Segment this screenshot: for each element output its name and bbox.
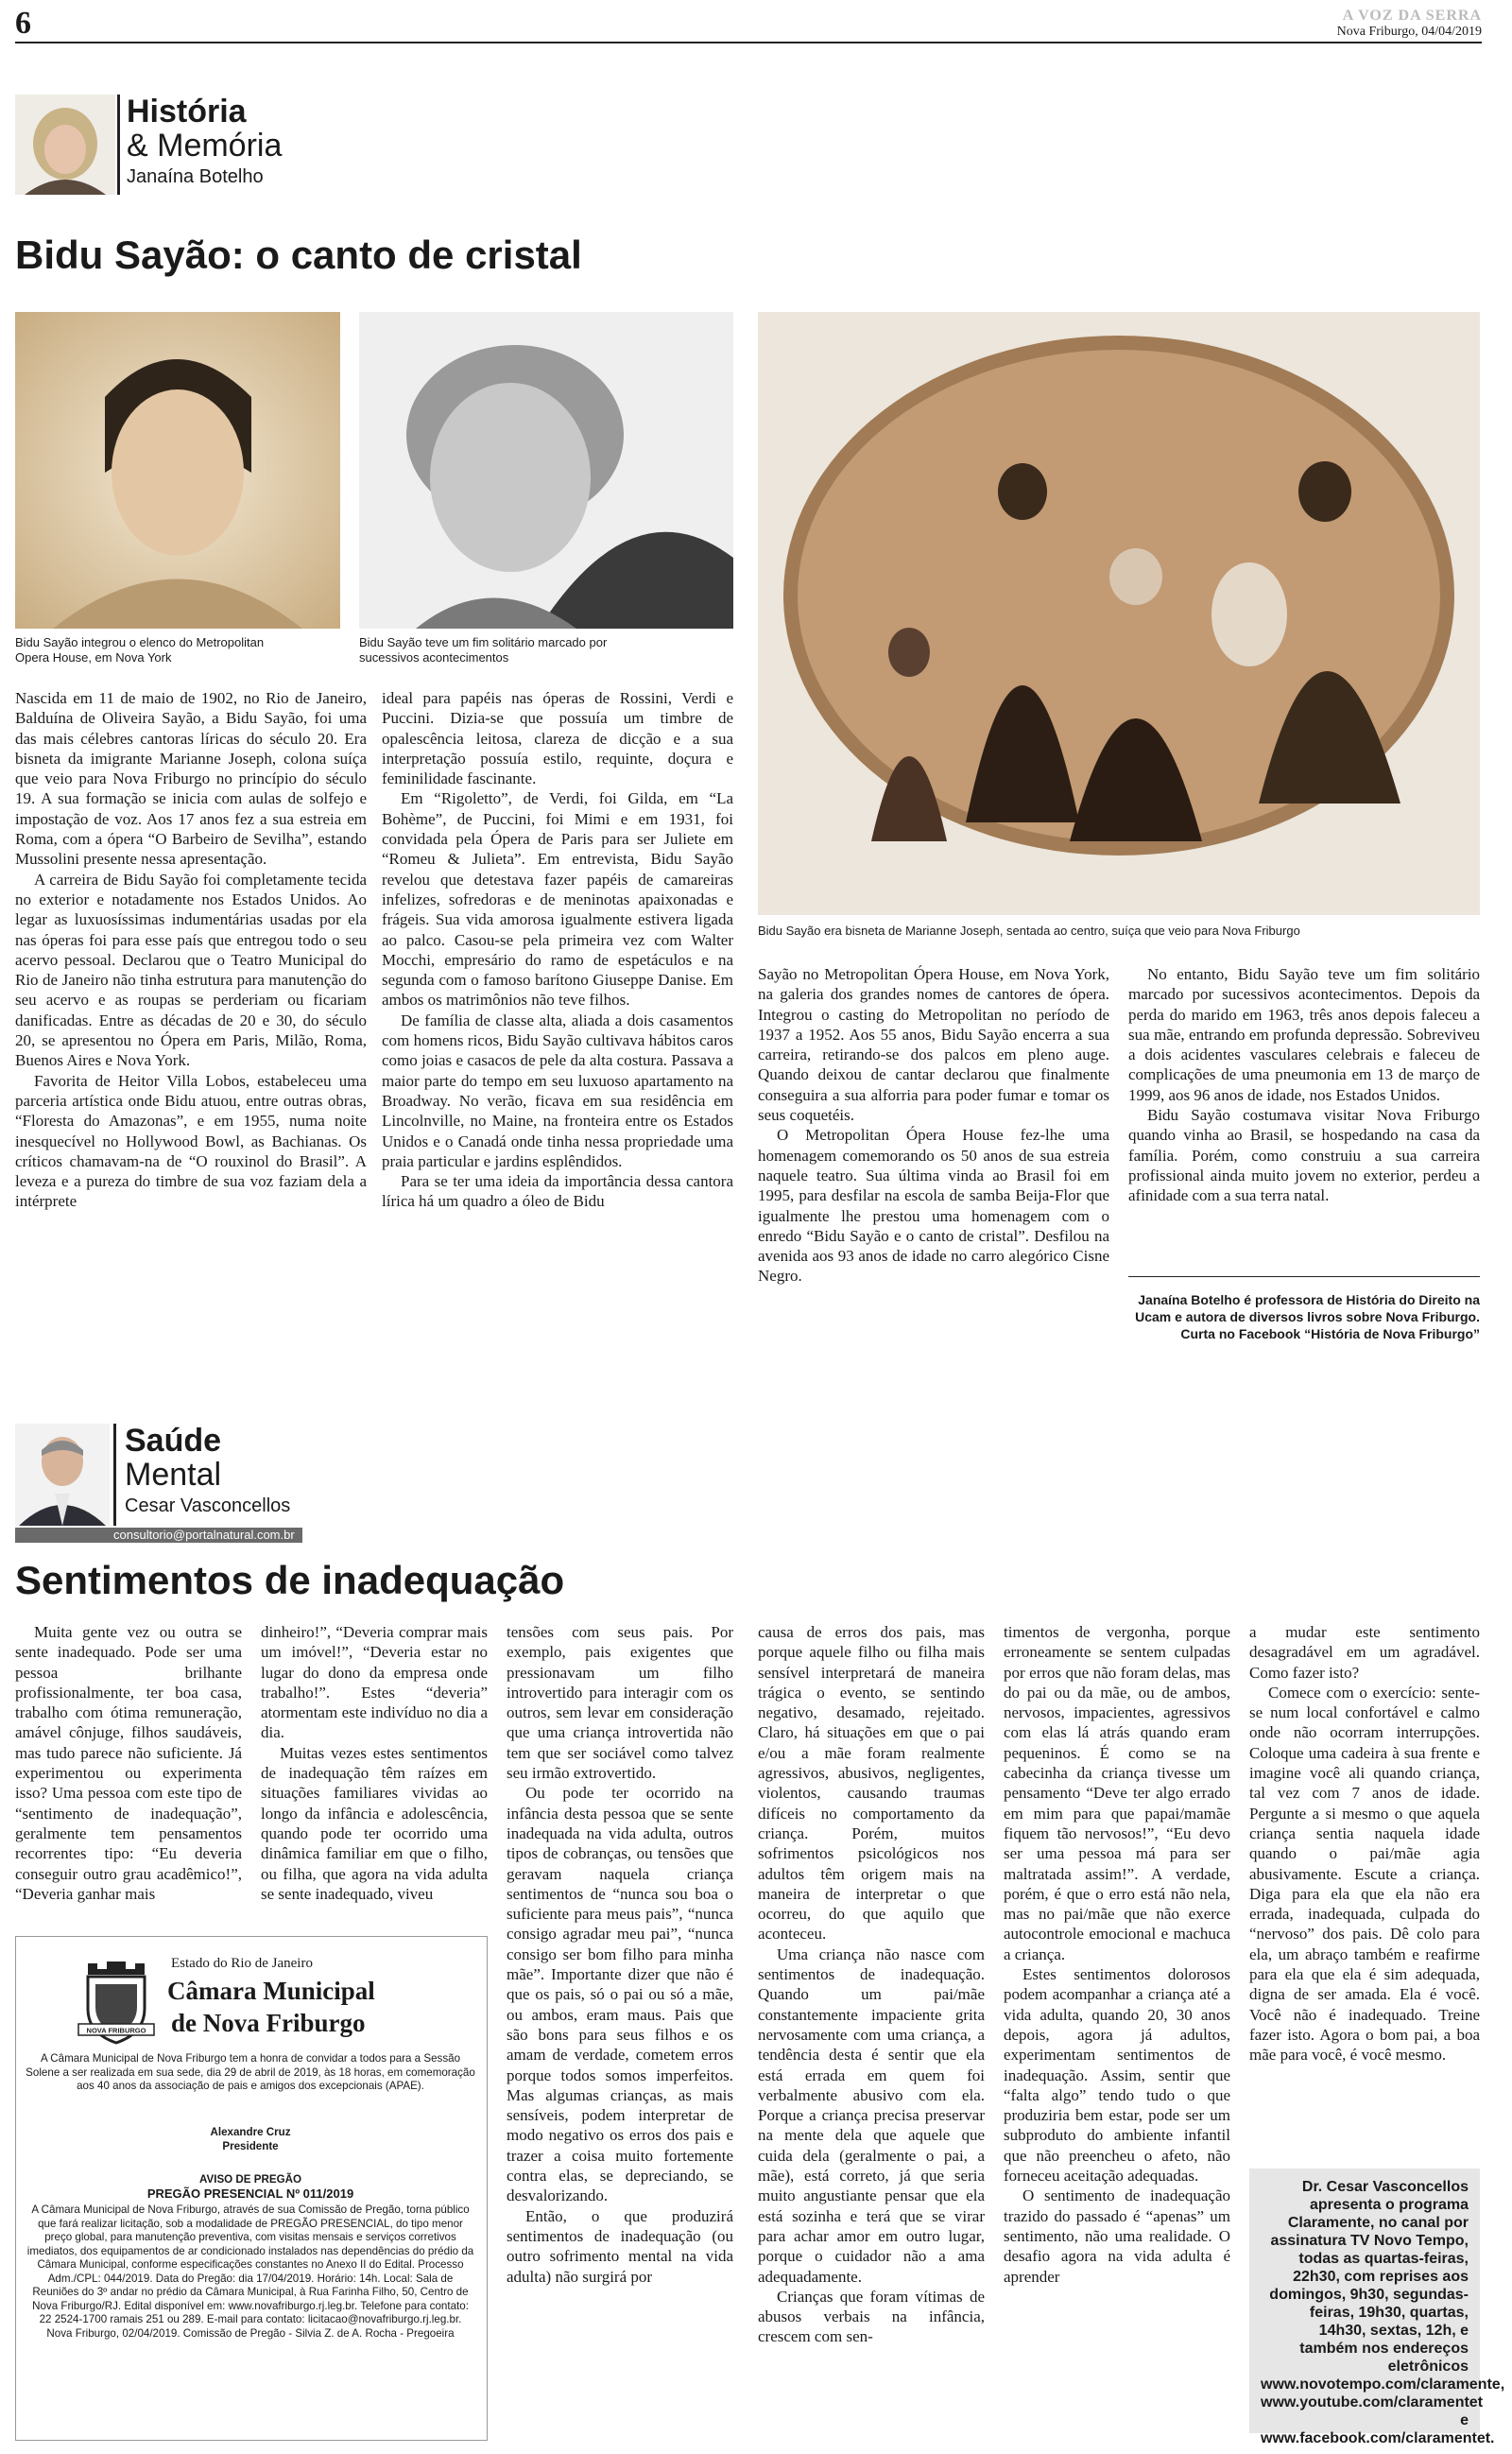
program-promo-box: Dr. Cesar Vasconcellos apresenta o programa Claramente, no canal por assinatura TV Novo Tempo, todas as quartas-feiras, 22h30, com reprises aos domingos, 9h30, segundas-feiras, 19h30, quartas, 14h30, sextas, 12h, e também nos endereços eletrônicos www.novotempo.com/claramente, www.youtube.com/claramentet e www.facebook.com/claramentet. [1249, 2169, 1480, 2433]
bio-rule [1128, 1276, 1480, 1277]
section-title-line1: História [127, 94, 247, 130]
article2-column3 [507, 1622, 733, 2287]
paragraph: timentos de vergonha, porque erroneamente se sentem culpadas por erros que não foram delas, mas do pai ou da mãe, ou de ambos, nervosos, impacientes, agressivos com elas lá atrás quando eram pequeninos. É como se na cabecinha da criança tivesse um pensamento “Deve ter algo errado em mim para que papai/mamãe fiquem tão nervosos!”, “Eu devo ser uma pessoa má para ser maltratada assim!”. A verdade, porém, é que o erro está não nela, mas no pai/mãe que não exerce autocontrole emocional e machuca a criança. [1004, 1623, 1230, 1963]
ad-signer-title: Presidente [222, 2139, 279, 2152]
section-title-line2: & Memória [127, 128, 283, 164]
section-title [125, 1424, 290, 1517]
seal-banner-text: NOVA FRIBURGO [86, 2026, 146, 2035]
article1-column2 [382, 688, 733, 1212]
paragraph: Para se ter uma ideia da importância dessa cantora lírica há um quadro a óleo de Bidu [382, 1172, 733, 1211]
ad-state: Estado do Rio de Janeiro [171, 1956, 313, 1971]
author-email: consultorio@portalnatural.com.br [113, 1528, 295, 1542]
paragraph: Sayão no Metropolitan Ópera House, em Nova York, na galeria dos grandes nomes de cantores de ópera. Integrou o casting do Metropolitan no período de 1937 a 1952. Aos 55 anos, Bidu Sayão encerra a sua carreira, retirando-se dos palcos em pleno auge. Quando deixou de cantar declarou que finalmente conseguira a sua alforria para poder fumar e tomar os seus coquetéis. [758, 965, 1109, 1125]
municipal-seal-icon [75, 1954, 158, 2048]
legal-notice-ad [15, 1936, 488, 2441]
paragraph: Muita gente vez ou outra se sente inadequado. Pode ser uma pessoa brilhante profissionalmente, ter boa casa, trabalho com ótima remuneração, amável cônjuge, filhos saudáveis, mas tudo parece não suficiente. Já experimentou ou experimenta isso? Uma pessoa com este tipo de “sentimento de inadequação”, geralmente tem pensamentos recorrentes tipo: “Eu deveria conseguir outro grau acadêmico!”, “Deveria ganhar mais [15, 1623, 242, 1903]
page-number: 6 [15, 6, 31, 41]
section-title-bar [113, 1424, 116, 1526]
paragraph: O Metropolitan Ópera House fez-lhe uma homenagem comemorando os 50 anos de sua estreia naquele teatro. Sua última vinda ao Brasil foi em 1995, para desfilar na escola de samba Beija-Flor que igualmente lhe prestou uma homenagem com o enredo “Bidu Sayão e o canto de cristal”. Desfilou na avenida aos 93 anos de idade no carro alegórico Cisne Negro. [758, 1126, 1109, 1286]
photo-family-portrait [758, 312, 1480, 915]
caption-photo2: Bidu Sayão teve um fim solitário marcado por sucessivos acontecimentos [359, 635, 608, 665]
section-title-bar [117, 95, 120, 195]
caption-photo1: Bidu Sayão integrou o elenco do Metropolitan Opera House, em Nova York [15, 635, 265, 665]
article1-column1 [15, 688, 367, 1212]
paragraph: Comece com o exercício: sente-se num local confortável e calmo onde não ocorram interrupções. Coloque uma cadeira à sua frente e imagine você ali quando criança, tal vez com 7 anos de idade. Pergunte a si mesmo o que aquela criança sentia naquela idade quando o pai/mãe agia abusivamente. Escute a criança. Diga para ela que ela não era errada, inadequada, culpada do “nervoso” dos pais. Dê colo para ela, um abraço também e reafirme para ela que ela é sim adequada, digna de ser amada. Ela é você. Você não é inadequado. Treine fazer isto. Agora o bom pai, a boa mãe para você, é você mesmo. [1249, 1683, 1480, 2065]
article-headline: Sentimentos de inadequação [15, 1558, 565, 1602]
ad-org-line1: Câmara Municipal [167, 1977, 375, 2005]
paragraph: ideal para papéis nas óperas de Rossini, Verdi e Puccini. Dizia-se que possuía um timbre de opalescência leitosa, clareza de dicção e a sua interpretação possuía estilo, requinte, doçura e feminilidade fascinante. [382, 689, 733, 788]
header-rule [15, 42, 1482, 43]
paragraph: Uma criança não nasce com sentimentos de inadequação. Quando um pai/mãe constantemente impaciente grita nervosamente com uma criança, a tendência desta é sentir que ela está errada em quem foi verbalmente abusivo com ela. Porque a criança precisa preservar na mente dela que aquele que cuida dela (geralmente o pai, a mãe), está correto, já que seria muito angustiante pensar que ela está sozinha e terá que se virar para achar amor em outro lugar, porque o cuidador não a ama adequadamente. [758, 1944, 985, 2286]
ad-org-name [167, 1975, 375, 2039]
paragraph: Em “Rigoletto”, de Verdi, foi Gilda, em “La Bohème”, de Puccini, foi Mimi e em 1931, foi convidada pela Ópera de Paris para ser Juliete em “Romeu & Julieta”. Em entrevista, Bidu Sayão revelou que detestava fazer papéis de camareiras infelizes, sofredoras e de meninotas apaixonadas e frágeis. Sua vida amorosa igualmente estivera ligada ao palco. Casou-se pela primeira vez com Walter Mocchi, empresário do ramo de espetáculos e na segunda com o famoso barítono Giuseppe Danise. Em ambos os matrimônios não teve filhos. [382, 789, 733, 1010]
section-title-line2: Mental [125, 1457, 222, 1493]
paragraph: Bidu Sayão costumava visitar Nova Friburgo quando vinha ao Brasil, se hospedando na casa da família. Porém, como construiu a sua carreira profissional ainda muito jovem no exterior, perdeu a afinidade com a sua terra natal. [1128, 1106, 1480, 1205]
article2-column5 [1004, 1622, 1230, 2287]
paragraph: tensões com seus pais. Por exemplo, pais exigentes que pressionavam um filho introvertido para interagir com os outros, sem levar em consideração que uma criança introvertida não tem que ser sociável como talvez seu irmão extrovertido. [507, 1623, 733, 1783]
author-bio: Janaína Botelho é professora de História do Direito na Ucam e autora de diversos livros sobre Nova Friburgo. Curta no Facebook “História de Nova Friburgo” [1135, 1292, 1480, 1341]
paragraph: Ou pode ter ocorrido na infância desta pessoa que se sente inadequada na vida adulta, outros tipos de cobranças, ou tensões que geravam naquela criança sentimentos de “nunca sou boa o suficiente para meus pais”, “nunca consigo agradar meu pai”, “nunca consigo ser bom filho para minha mãe”. Importante dizer que não é que os pais, só o pai ou só a mãe, ou ambos, eram maus. Pais que são bons para seus filhos e os amam de verdade, cometem erros porque todos somos imperfeitos. Mas algumas crianças, as mais sensíveis, podem interpretar de modo negativo os erros dos pais e trazer a coisa muito fortemente contra elas, se depreciando, se desvalorizando. [507, 1784, 733, 2205]
article2-column1 [15, 1622, 242, 1904]
ad-signer [26, 2126, 475, 2153]
article1-column4 [1128, 964, 1480, 1206]
section-title [127, 95, 282, 188]
paragraph: Muitas vezes estes sentimentos de inadequação têm raízes em situações familiares vividas ao longo da infância e adolescência, quando pode ter ocorrido uma dinâmica familiar em que o filho, ou filha, que agora na vida adulta se sente inadequado, viveu [261, 1743, 488, 1903]
ad-notice-title: AVISO DE PREGÃO [198, 2173, 301, 2186]
article-headline: Bidu Sayão: o canto de cristal [15, 233, 582, 277]
author-photo-cesar [15, 1424, 110, 1526]
ad-invitation-text: A Câmara Municipal de Nova Friburgo tem a honra de convidar a todos para a Sessão Solene a ser realizada em sua sede, dia 29 de abril de 2019, às 18 horas, em comemoração aos 40 anos da associação de pais e amigos dos excepcionais (APAE). [26, 2052, 475, 2092]
paragraph: Nascida em 11 de maio de 1902, no Rio de Janeiro, Balduína de Oliveira Sayão, a Bidu Sayão, foi uma das mais célebres cantoras líricas do século 20. Era bisneta da imigrante Marianne Joseph, colona suíça que veio para Nova Friburgo no princípio do século 19. A sua formação se inicia com aulas de solfejo e impostação de voz. Aos 17 anos fez a sua estreia em Roma, com a ópera “O Barbeiro de Sevilha”, estando Mussolini presente nessa apresentação. [15, 689, 367, 869]
ad-notice-heading [26, 2173, 475, 2201]
photo-bidu-young [15, 312, 340, 629]
article2-column4 [758, 1622, 985, 2347]
paragraph: No entanto, Bidu Sayão teve um fim solitário marcado por sucessivos acontecimentos. Depois da perda do marido em 1963, três anos depois faleceu a sua mãe, entrando em profunda depressão. Sobreviveu a dois acidentes vasculares celebrais e faleceu de complicações de uma pneumonia em 13 de março de 1999, aos 96 anos de idade, nos Estados Unidos. [1128, 965, 1480, 1104]
author-photo [15, 95, 115, 195]
ad-org-line2: de Nova Friburgo [171, 2009, 366, 2037]
paragraph: a mudar este sentimento desagradável em um agradável. Como fazer isto? [1249, 1623, 1480, 1682]
paragraph: Então, o que produzirá sentimentos de inadequação (ou outro sofrimento mental na vida adulta) não surgirá por [507, 2206, 733, 2286]
photo-bidu-elder [359, 312, 733, 629]
section-title-line1: Saúde [125, 1423, 222, 1459]
masthead [1337, 8, 1482, 40]
article1-column3 [758, 964, 1109, 1287]
caption-photo3: Bidu Sayão era bisneta de Marianne Joseph, sentada ao centro, suíça que veio para Nova Friburgo [758, 924, 1300, 938]
paragraph: causa de erros dos pais, mas porque aquele filho ou filha mais sensível interpretará de maneira trágica o evento, se sentindo negativo, desamado, rejeitado. Claro, há situações em que o pai e/ou a mãe foram realmente agressivos, abusivos, negligentes, violentos, causando traumas difíceis no comportamento da criança. Porém, muitos sofrimentos psicológicos nos adultos têm origem mais na maneira de interpretar o que ocorreu, do que aquilo que aconteceu. [758, 1623, 985, 1944]
edition-date: Nova Friburgo, 04/04/2019 [1336, 25, 1482, 39]
publication-name: A VOZ DA SERRA [1342, 8, 1482, 24]
article2-column6 [1249, 1622, 1480, 2065]
ad-notice-subtitle: PREGÃO PRESENCIAL Nº 011/2019 [146, 2186, 354, 2201]
paragraph: Estes sentimentos dolorosos podem acompanhar a criança até a vida adulta, quando 20, 30 anos depois, agora já adultos, experimentam sentimentos de inadequação. Assim, sentir que “falta algo” tendo tudo o que produziria bem estar, pode ser um subproduto do ambiente infantil que não preencheu o afeto, não forneceu aceitação adequadas. [1004, 1965, 1230, 2186]
paragraph: A carreira de Bidu Sayão foi completamente tecida no exterior e notadamente nos Estados Unidos. Ao legar as luxuosíssimas indumentárias usadas por ela nas óperas foi para esse país que entregou todo o seu acervo pessoal. Declarou que o Teatro Municipal do Rio de Janeiro não tinha estrutura para manutenção do seu acervo e as roupas se perderiam ou ficariam danificadas. Entre as décadas de 20 e 30, do século 20, se apresentou no Ópera em Paris, Milão, Roma, Buenos Aires e Nova York. [15, 870, 367, 1070]
ad-notice-text: A Câmara Municipal de Nova Friburgo, através de sua Comissão de Pregão, torna público que fará realizar licitação, sob a modalidade de PREGÃO PRESENCIAL, do tipo menor preço global, para manutenção preventiva, com visitas mensais e serviços corretivos imediatos, dos equipamentos de ar condicionado instalados nas dependências do prédio da Câmara Municipal, conforme especificações constantes no Anexo II do Edital. Processo Adm./CPL: 044/2019. Data do Pregão: dia 17/04/2019. Horário: 14h. Local: Sala de Reuniões do 3º andar no prédio da Câmara Municipal, à Rua Farinha Filho, 50, Centro de Nova Friburgo/RJ. Edital disponível em: www.novafriburgo.rj.leg.br. Telefone para contato: 22 2524-1700 ramais 251 ou 289. E-mail para contato: licitacao@novafriburgo.rj.leg.br. Nova Friburgo, 02/04/2019. Comissão de Pregão - Silvia Z. de A. Rocha - Pregoeira [26, 2203, 474, 2340]
article2-column2 [261, 1622, 488, 1904]
paragraph: De família de classe alta, aliada a dois casamentos com homens ricos, Bidu Sayão cultivava hábitos caros como joias e casacos de pele da alta costura. Passava a maior parte do tempo em seu luxuoso apartamento na Broadway. No verão, ficava em sua residência em Lincolnville, no Maine, na fronteira entre os Estados Unidos e o Canadá onde tinha nessa propriedade uma praia particular e jardins esplêndidos. [382, 1011, 733, 1170]
column-author: Cesar Vasconcellos [125, 1495, 291, 1516]
paragraph: O sentimento de inadequação trazido do passado é “apenas” um sentimento, não uma realidade. O desafio agora na vida adulta é aprender [1004, 2186, 1230, 2286]
column-author: Janaína Botelho [127, 166, 264, 187]
paragraph: Crianças que foram vítimas de abusos verbais na infância, crescem com sen- [758, 2287, 985, 2346]
paragraph: dinheiro!”, “Deveria comprar mais um imóvel!”, “Deveria estar no lugar do dono da empresa onde trabalho!”. Estes “deveria” atormentam este indivíduo no dia a dia. [261, 1623, 488, 1742]
ad-signer-name: Alexandre Cruz [210, 2126, 291, 2138]
paragraph: Favorita de Heitor Villa Lobos, estabeleceu uma parceria artística onde Bidu atuou, entre outras obras, “Floresta do Amazonas”, e em 1955, numa noite inesquecível no Hollywood Bowl, as Bachianas. Os críticos chamavam-na de “O rouxinol do Brasil”. A leveza e a pureza do timbre de sua voz faziam dela a intérprete [15, 1071, 367, 1211]
